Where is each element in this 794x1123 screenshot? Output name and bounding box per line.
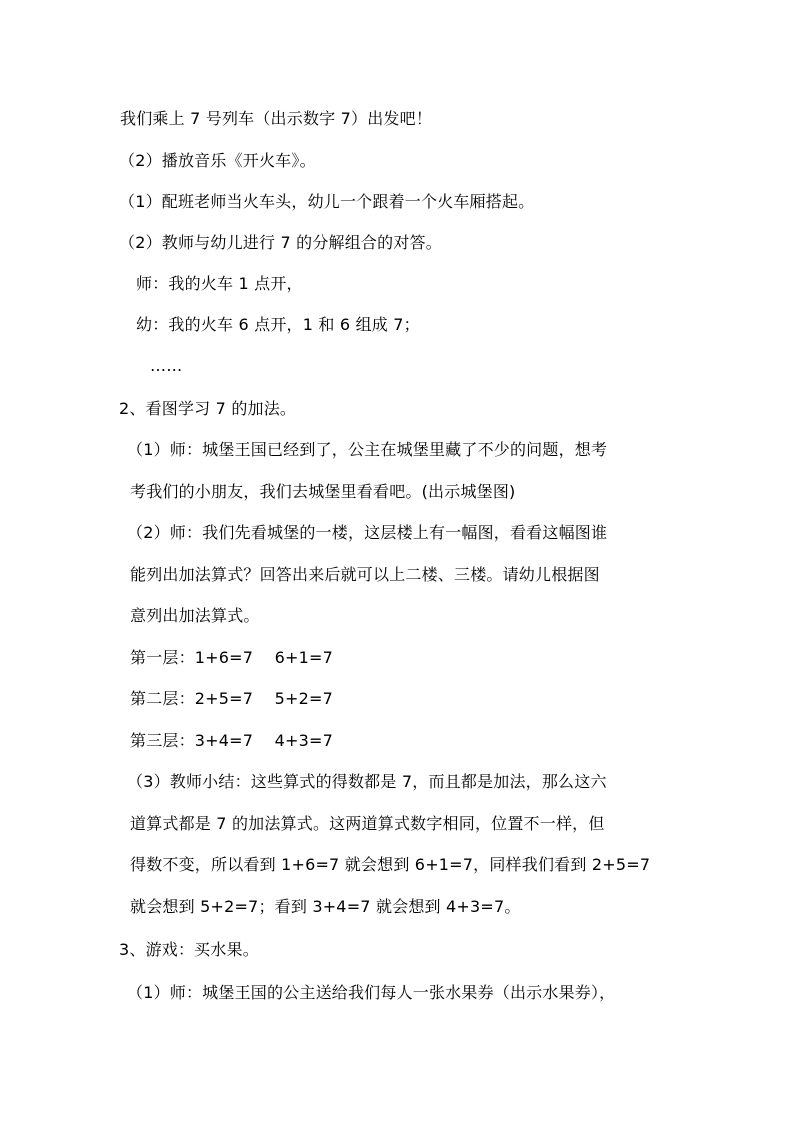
text-line: （3）教师小结：这些算式的得数都是 7，而且都是加法，那么这六	[127, 772, 607, 791]
text-line: 我们乘上 7 号列车（出示数字 7）出发吧！	[120, 109, 433, 128]
text-line: 得数不变，所以看到 1+6=7 就会想到 6+1=7，同样我们看到 2+5=7	[130, 855, 651, 874]
text-line: （1）师：城堡王国已经到了，公主在城堡里藏了不少的问题，想考	[127, 440, 608, 459]
equation-line: 第二层：2+5=7 5+2=7	[130, 689, 333, 708]
text-line: （1）配班老师当火车头，幼儿一个跟着一个火车厢搭起。	[119, 192, 535, 211]
text-line: （2）教师与幼儿进行 7 的分解组合的对答。	[119, 233, 442, 252]
text-line: 考我们的小朋友，我们去城堡里看看吧。(出示城堡图)	[130, 482, 516, 501]
text-line: （2）师：我们先看城堡的一楼，这层楼上有一幅图，看看这幅图谁	[127, 523, 608, 542]
text-line: 就会想到 5+2=7；看到 3+4=7 就会想到 4+3=7。	[130, 897, 521, 916]
section-heading: 2、看图学习 7 的加法。	[119, 399, 297, 418]
text-line: 能列出加法算式？回答出来后就可以上二楼、三楼。请幼儿根据图	[130, 565, 600, 584]
section-heading: 3、游戏：买水果。	[119, 940, 259, 959]
equation-line: 第三层：3+4=7 4+3=7	[130, 731, 333, 750]
equation-line: 第一层：1+6=7 6+1=7	[130, 648, 333, 667]
text-line: 师：我的火车 1 点开，	[136, 274, 303, 293]
text-line: 意列出加法算式。	[130, 606, 260, 625]
text-line: （2）播放音乐《开火车》。	[119, 151, 316, 170]
text-line: ……	[150, 356, 183, 375]
text-line: 幼：我的火车 6 点开，1 和 6 组成 7；	[136, 315, 420, 334]
text-line: 道算式都是 7 的加法算式。这两道算式数字相同，位置不一样，但	[130, 814, 605, 833]
text-line: （1）师：城堡王国的公主送给我们每人一张水果券（出示水果券），	[127, 983, 616, 1002]
